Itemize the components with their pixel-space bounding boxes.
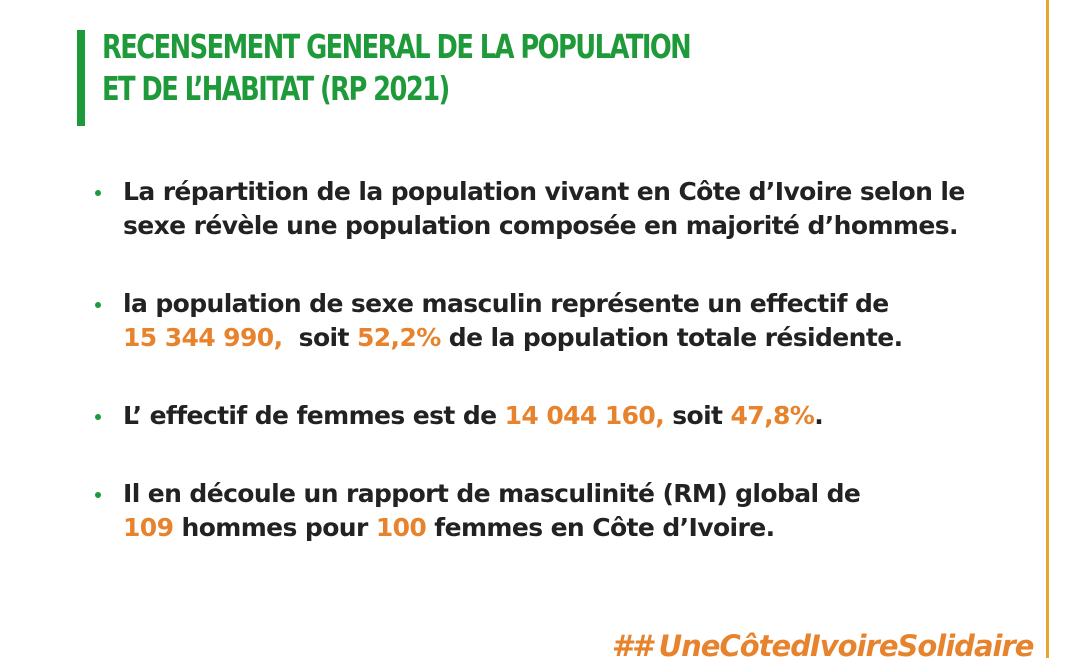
bullet-4-line-2: [123, 511, 1035, 545]
bullet-2-line-1: la population de sexe masculin représente un effectif de: [123, 289, 889, 318]
men-ratio-value: 109: [123, 513, 174, 542]
bullet-4-line-1: Il en découle un rapport de masculinité (RM) global de: [123, 479, 861, 508]
bullet-2-line-2: [123, 321, 1035, 355]
bullet-4-connector: hommes pour: [173, 513, 376, 542]
hashtag-text: UneCôtedIvoireSolidaire: [658, 629, 1034, 663]
female-percentage: 47,8%: [730, 401, 815, 430]
bullet-list: [95, 175, 1035, 589]
bullet-dot-icon: [95, 190, 101, 196]
hashtag-footer: [612, 628, 1033, 664]
women-ratio-value: 100: [375, 513, 427, 542]
page-title: [102, 26, 690, 110]
bullet-3-connector: soit: [664, 401, 731, 430]
title-accent-bar: [77, 30, 85, 126]
bullet-2-ending: de la population totale résidente.: [440, 323, 903, 352]
bullet-1-line-1: La répartition de la population vivant en Côte d’Ivoire selon le: [123, 177, 965, 206]
right-border-line: [1046, 0, 1049, 658]
male-count: 15 344 990,: [123, 323, 283, 352]
bullet-dot-icon: [95, 414, 101, 420]
bullet-dot-icon: [95, 302, 101, 308]
hashtag-icon: ##: [612, 629, 653, 663]
list-item: [95, 399, 1035, 433]
bullet-3-prefix: L’ effectif de femmes est de: [123, 401, 505, 430]
female-count: 14 044 160,: [504, 401, 665, 430]
title-line-1: RECENSEMENT GENERAL DE LA POPULATION: [102, 27, 691, 66]
list-item: [95, 175, 1035, 243]
list-item: [95, 287, 1035, 355]
list-item: [95, 477, 1035, 545]
bullet-1-line-2: sexe révèle une population composée en majorité d’hommes.: [123, 211, 958, 240]
bullet-3-line-1: [123, 399, 1035, 433]
bullet-3-ending: .: [814, 401, 824, 430]
title-line-2: ET DE L’HABITAT (RP 2021): [102, 69, 449, 108]
bullet-4-ending: femmes en Côte d’Ivoire.: [426, 513, 775, 542]
bullet-dot-icon: [95, 492, 101, 498]
male-percentage: 52,2%: [356, 323, 441, 352]
bullet-2-connector: soit: [282, 323, 357, 352]
